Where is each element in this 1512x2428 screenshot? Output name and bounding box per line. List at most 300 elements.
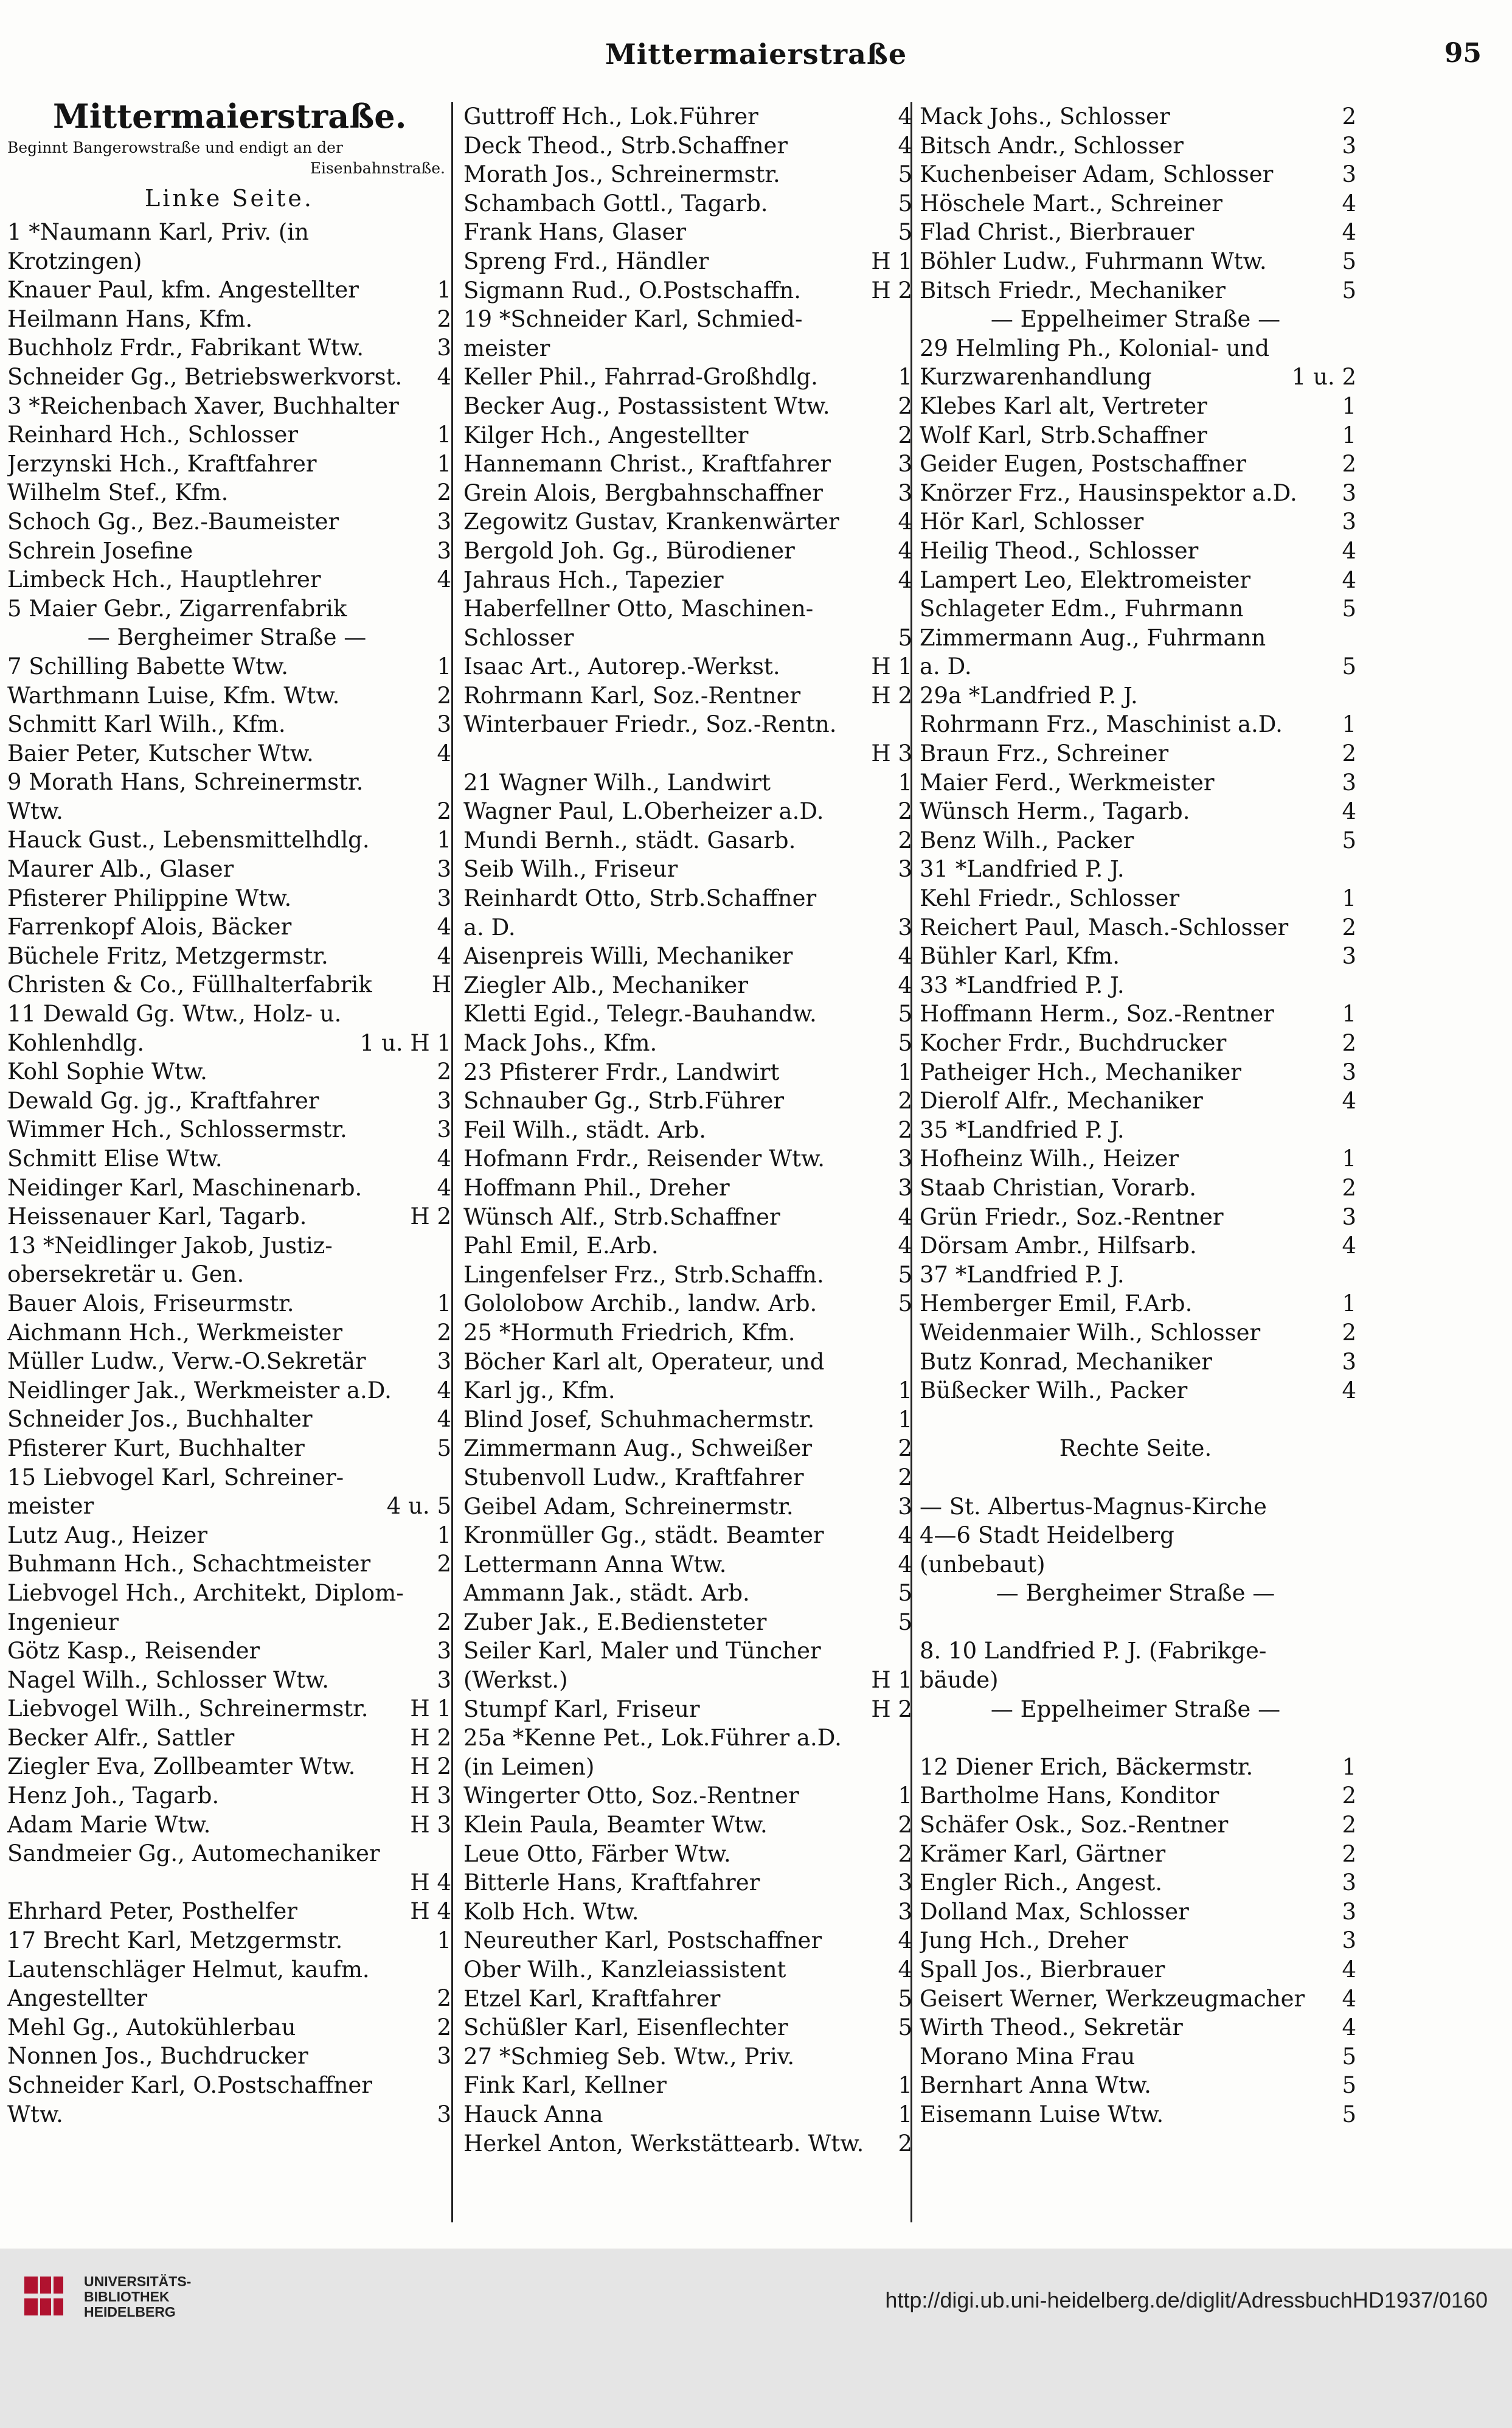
entry-floor: 3 xyxy=(1342,1927,1356,1954)
directory-entry xyxy=(7,1724,451,1753)
directory-entry xyxy=(7,1289,451,1318)
directory-entry xyxy=(920,1550,1356,1579)
directory-entry xyxy=(7,1347,451,1376)
directory-entry xyxy=(463,2042,912,2071)
directory-entry xyxy=(7,392,451,421)
entry-text: Staab Christian, Vorarb. xyxy=(920,1174,1197,1201)
directory-entry xyxy=(920,855,1356,884)
entry-text: Hofmann Frdr., Reisender Wtw. xyxy=(463,1146,825,1172)
directory-entry xyxy=(920,102,1356,131)
entry-text: Büßecker Wilh., Packer xyxy=(920,1377,1188,1404)
entry-floor: H 1 xyxy=(410,1696,451,1722)
entry-text: Limbeck Hch., Hauptlehrer xyxy=(7,566,321,593)
entry-text: Kolb Hch. Wtw. xyxy=(463,1898,639,1925)
entry-text: 23 Pfisterer Frdr., Landwirt xyxy=(463,1059,780,1085)
entry-text: Lautenschläger Helmut, kaufm. xyxy=(7,1956,370,1983)
entry-text: Pfisterer Kurt, Buchhalter xyxy=(7,1435,305,1461)
entry-floor: 2 xyxy=(437,1985,451,2012)
directory-entry xyxy=(920,1231,1356,1261)
entry-floor xyxy=(1351,855,1356,884)
entry-floor: 2 xyxy=(1342,1812,1356,1838)
directory-entry xyxy=(463,479,912,508)
entry-floor: 1 xyxy=(898,2101,912,2127)
directory-entry xyxy=(463,1811,912,1840)
entry-floor: 5 xyxy=(898,1030,912,1056)
entry-text: Zuber Jak., E.Bediensteter xyxy=(463,1609,767,1635)
entry-floor: 3 xyxy=(437,1666,451,1693)
entry-text: Liebvogel Hch., Architekt, Diplom- xyxy=(7,1579,404,1606)
entry-text: 4—6 Stadt Heidelberg xyxy=(920,1522,1174,1549)
entry-floor: 4 xyxy=(1342,219,1356,246)
entry-text: Kurzwarenhandlung xyxy=(920,364,1152,391)
entry-text: Mehl Gg., Autokühlerbau xyxy=(7,2014,296,2040)
entry-floor: 3 xyxy=(437,335,451,361)
entry-floor xyxy=(907,1637,912,1666)
entry-floor: 3 xyxy=(898,914,912,941)
entry-floor xyxy=(1351,1463,1356,1492)
entry-floor xyxy=(446,247,451,276)
directory-entry xyxy=(7,1057,451,1087)
directory-entry xyxy=(463,1637,912,1666)
entry-floor xyxy=(1351,334,1356,363)
entry-floor: 3 xyxy=(898,1146,912,1172)
directory-entry xyxy=(7,1666,451,1695)
entry-floor xyxy=(1351,681,1356,711)
entry-text: Wilhelm Stef., Kfm. xyxy=(7,479,229,506)
entry-text: Ziegler Eva, Zollbeamter Wtw. xyxy=(7,1753,356,1780)
directory-entry xyxy=(463,855,912,884)
directory-entry xyxy=(463,1144,912,1174)
entry-floor: H 3 xyxy=(410,1811,451,1838)
entry-text: Grün Friedr., Soz.-Rentner xyxy=(920,1203,1224,1230)
entry-text: Adam Marie Wtw. xyxy=(7,1811,211,1838)
directory-entry xyxy=(920,1261,1356,1290)
entry-floor: H 4 xyxy=(410,1898,451,1925)
directory-entry xyxy=(463,1695,912,1724)
page-number: 95 xyxy=(1444,38,1482,69)
directory-entry xyxy=(7,1868,451,1898)
directory-entry xyxy=(463,1318,912,1348)
entry-text: Frank Hans, Glaser xyxy=(463,219,687,246)
entry-floor: 5 xyxy=(1342,2043,1356,2070)
entry-text: 19 *Schneider Karl, Schmied- xyxy=(463,306,803,333)
entry-text: 7 Schilling Babette Wtw. xyxy=(7,653,288,680)
directory-entry xyxy=(463,1203,912,1232)
entry-text: Reichert Paul, Masch.-Schlosser xyxy=(920,914,1289,941)
entry-floor: 3 xyxy=(1342,1059,1356,1085)
entry-floor: 2 xyxy=(898,827,912,854)
directory-entry xyxy=(7,1000,451,1029)
entry-text: Grein Alois, Bergbahnschaffner xyxy=(463,479,823,506)
entry-floor: 3 xyxy=(437,1087,451,1114)
directory-entry xyxy=(7,2071,451,2100)
entry-list xyxy=(463,102,912,2158)
directory-entry xyxy=(920,1348,1356,1377)
entry-floor: 5 xyxy=(898,1001,912,1028)
directory-entry xyxy=(920,1405,1356,1435)
directory-entry xyxy=(463,507,912,537)
entry-floor: 4 xyxy=(898,943,912,970)
entry-floor: 1 xyxy=(1342,885,1356,912)
entry-text: Nonnen Jos., Buchdrucker xyxy=(7,2043,308,2070)
entry-floor: H 2 xyxy=(871,1696,912,1722)
entry-text: Ober Wilh., Kanzleiassistent xyxy=(463,1957,786,1983)
entry-floor: 4 xyxy=(437,1146,451,1172)
entry-floor: 5 xyxy=(1342,2072,1356,2099)
entry-floor: 4 xyxy=(898,1203,912,1230)
entry-text xyxy=(920,1724,1351,1753)
directory-entry xyxy=(7,797,451,826)
entry-floor: 2 xyxy=(1342,451,1356,478)
directory-entry xyxy=(463,1955,912,1984)
directory-entry xyxy=(7,2013,451,2042)
directory-entry xyxy=(920,1695,1356,1724)
entry-floor: 1 xyxy=(898,364,912,391)
entry-text: — St. Albertus-Magnus-Kirche xyxy=(920,1493,1267,1520)
entry-floor: 2 xyxy=(1342,1840,1356,1867)
entry-floor: 4 xyxy=(1342,566,1356,593)
entry-text: 31 *Landfried P. J. xyxy=(920,856,1125,883)
entry-floor: H 2 xyxy=(871,682,912,709)
entry-floor: H 2 xyxy=(410,1724,451,1751)
directory-entry xyxy=(463,913,912,942)
entry-text: 17 Brecht Karl, Metzgermstr. xyxy=(7,1927,343,1954)
directory-entry xyxy=(920,768,1356,798)
column-divider xyxy=(451,102,453,2222)
directory-entry xyxy=(463,1521,912,1550)
entry-floor: 4 xyxy=(437,914,451,941)
directory-entry xyxy=(920,450,1356,479)
directory-entry xyxy=(463,1000,912,1029)
entry-floor xyxy=(446,1955,451,1984)
entry-text: 35 *Landfried P. J. xyxy=(920,1116,1125,1143)
entry-text: Geibel Adam, Schreinermstr. xyxy=(463,1493,794,1520)
entry-text: Christen & Co., Füllhalterfabrik xyxy=(7,972,372,998)
directory-entry xyxy=(463,334,912,363)
footer-bar xyxy=(0,2249,1512,2428)
entry-floor: 2 xyxy=(437,1551,451,1578)
entry-text: Schäfer Osk., Soz.-Rentner xyxy=(920,1812,1229,1838)
entry-text: Neureuther Karl, Postschaffner xyxy=(463,1927,822,1954)
entry-floor: 4 xyxy=(1342,1957,1356,1983)
entry-text: Becker Alfr., Sattler xyxy=(7,1724,235,1751)
entry-floor xyxy=(1351,1637,1356,1666)
directory-entry xyxy=(920,392,1356,421)
column-right xyxy=(920,102,1356,2129)
directory-entry xyxy=(7,276,451,305)
library-name-line: HEIDELBERG xyxy=(84,2304,176,2320)
directory-entry xyxy=(463,681,912,711)
entry-text: Lampert Leo, Elektromeister xyxy=(920,566,1251,593)
entry-floor: 2 xyxy=(1342,103,1356,130)
entry-floor: 2 xyxy=(437,305,451,332)
entry-text: Schüßler Karl, Eisenflechter xyxy=(463,2014,788,2041)
entry-text: Geider Eugen, Postschaffner xyxy=(920,451,1246,478)
entry-floor: H xyxy=(431,972,451,998)
entry-floor xyxy=(1351,1492,1356,1522)
directory-entry xyxy=(463,450,912,479)
entry-text: Geisert Werner, Werkzeugmacher xyxy=(920,1985,1305,2012)
entry-floor: 1 xyxy=(898,1406,912,1433)
entry-floor: 3 xyxy=(437,537,451,564)
directory-entry xyxy=(920,1724,1356,1753)
entry-text: Reinhard Hch., Schlosser xyxy=(7,422,299,448)
directory-entry xyxy=(463,1116,912,1145)
entry-text: Höschele Mart., Schreiner xyxy=(920,190,1222,217)
entry-floor: 2 xyxy=(437,1609,451,1635)
entry-text: a. D. xyxy=(920,653,972,680)
entry-text: Dierolf Alfr., Mechaniker xyxy=(920,1088,1203,1115)
entry-floor: 5 xyxy=(1342,2101,1356,2127)
directory-entry xyxy=(920,1868,1356,1898)
entry-text: Schneider Karl, O.Postschaffner xyxy=(7,2072,372,2098)
entry-text: 1 *Naumann Karl, Priv. (in xyxy=(7,219,309,245)
directory-entry xyxy=(920,363,1356,392)
directory-entry xyxy=(7,1492,451,1521)
entry-text: Aisenpreis Willi, Mechaniker xyxy=(463,943,793,970)
directory-entry xyxy=(920,421,1356,450)
directory-entry xyxy=(7,1376,451,1405)
entry-floor xyxy=(1351,1116,1356,1145)
directory-entry xyxy=(920,218,1356,247)
directory-entry xyxy=(7,1984,451,2013)
directory-entry xyxy=(7,450,451,479)
directory-entry xyxy=(7,1608,451,1637)
university-library-logo-icon xyxy=(21,2273,67,2319)
directory-entry xyxy=(920,1781,1356,1811)
entry-text: Haberfellner Otto, Maschinen- xyxy=(463,596,814,622)
entry-text: Schneider Gg., Betriebswerkvorst. xyxy=(7,363,403,390)
entry-floor: 5 xyxy=(1342,653,1356,680)
entry-floor: H 1 xyxy=(871,248,912,274)
entry-floor: 5 xyxy=(1342,277,1356,304)
directory-entry xyxy=(463,1492,912,1522)
entry-floor: 2 xyxy=(1342,1174,1356,1201)
directory-entry xyxy=(920,276,1356,305)
directory-entry xyxy=(7,1029,451,1058)
entry-floor: 1 xyxy=(437,277,451,304)
entry-floor xyxy=(1351,1261,1356,1290)
entry-floor: 3 xyxy=(1342,509,1356,535)
entry-floor: 4 xyxy=(898,1522,912,1549)
running-title: Mittermaierstraße xyxy=(605,38,907,71)
entry-floor xyxy=(1351,1521,1356,1550)
directory-entry xyxy=(463,2129,912,2158)
entry-text: Sigmann Rud., O.Postschaffn. xyxy=(463,277,802,304)
entry-text: Buhmann Hch., Schachtmeister xyxy=(7,1551,371,1578)
directory-entry xyxy=(7,855,451,884)
entry-floor: 2 xyxy=(1342,1030,1356,1056)
entry-text: Wirth Theod., Sekretär xyxy=(920,2014,1183,2041)
entry-floor: 2 xyxy=(437,1059,451,1085)
entry-floor: 1 u. H 1 xyxy=(359,1029,451,1056)
entry-floor xyxy=(1351,971,1356,1000)
entry-floor: 3 xyxy=(1342,132,1356,159)
entry-floor: 1 xyxy=(1342,1290,1356,1317)
entry-text: Schlageter Edm., Fuhrmann xyxy=(920,596,1244,622)
directory-entry xyxy=(463,1898,912,1927)
entry-floor: H 4 xyxy=(410,1869,451,1896)
entry-floor: 5 xyxy=(1342,827,1356,854)
directory-entry xyxy=(463,710,912,739)
entry-floor: 2 xyxy=(898,1116,912,1143)
entry-text: Dolland Max, Schlosser xyxy=(920,1898,1189,1925)
library-name-line: UNIVERSITÄTS- xyxy=(84,2273,192,2289)
directory-entry xyxy=(463,1087,912,1116)
entry-text: Böcher Karl alt, Operateur, und xyxy=(463,1348,825,1375)
directory-entry xyxy=(463,1550,912,1579)
entry-floor: 5 xyxy=(898,219,912,246)
directory-entry xyxy=(463,363,912,392)
directory-entry xyxy=(920,305,1356,334)
entry-text: a. D. xyxy=(463,914,516,941)
directory-entry xyxy=(7,1174,451,1203)
directory-entry xyxy=(463,1348,912,1377)
entry-floor: 3 xyxy=(1342,1348,1356,1375)
entry-floor: 5 xyxy=(898,190,912,217)
directory-entry xyxy=(463,566,912,595)
directory-entry xyxy=(463,276,912,305)
directory-entry xyxy=(920,1087,1356,1116)
street-subtitle: Eisenbahnstraße. xyxy=(310,159,445,177)
entry-floor xyxy=(366,623,371,652)
entry-text: Pfisterer Philippine Wtw. xyxy=(7,885,292,911)
entry-floor: 4 xyxy=(437,566,451,593)
directory-entry xyxy=(920,1811,1356,1840)
directory-entry xyxy=(920,942,1356,971)
entry-floor xyxy=(1351,1550,1356,1579)
street-subtitle: Beginnt Bangerowstraße und endigt an der xyxy=(7,139,343,156)
entry-text: Deck Theod., Strb.Schaffner xyxy=(463,132,788,159)
directory-entry xyxy=(463,1463,912,1492)
entry-floor: 2 xyxy=(1342,740,1356,767)
entry-floor: 5 xyxy=(1342,248,1356,274)
entry-text: Etzel Karl, Kraftfahrer xyxy=(463,1985,721,2012)
entry-floor: 1 xyxy=(898,2072,912,2099)
entry-text: — Bergheimer Straße — xyxy=(996,1580,1275,1607)
directory-entry xyxy=(7,537,451,566)
directory-entry xyxy=(920,1666,1356,1695)
entry-floor: 5 xyxy=(1342,596,1356,622)
directory-entry xyxy=(463,739,912,768)
entry-text: Neidinger Karl, Maschinenarb. xyxy=(7,1174,362,1201)
directory-entry xyxy=(7,1231,451,1261)
directory-entry xyxy=(7,710,451,739)
directory-entry xyxy=(920,1521,1356,1550)
entry-text: Wagner Paul, L.Oberheizer a.D. xyxy=(463,798,824,825)
entry-floor: 2 xyxy=(1342,1319,1356,1346)
entry-text: Maier Ferd., Werkmeister xyxy=(920,769,1215,796)
entry-text xyxy=(920,1463,1351,1492)
entry-floor: 4 xyxy=(898,1551,912,1578)
directory-entry xyxy=(463,1289,912,1318)
directory-entry xyxy=(463,1174,912,1203)
entry-text: Hofheinz Wilh., Heizer xyxy=(920,1146,1179,1172)
entry-floor: 2 xyxy=(898,2130,912,2157)
entry-text: meister xyxy=(7,1493,94,1520)
directory-entry xyxy=(463,797,912,826)
entry-text: Seiler Karl, Maler und Tüncher xyxy=(463,1638,821,1664)
directory-entry xyxy=(7,623,451,652)
entry-floor: 3 xyxy=(437,1116,451,1143)
entry-text: Mack Johs., Schlosser xyxy=(920,103,1170,130)
entry-text: — Bergheimer Straße — xyxy=(87,624,367,651)
directory-entry xyxy=(463,2071,912,2100)
entry-text: Isaac Art., Autorep.-Werkst. xyxy=(463,653,780,680)
directory-entry xyxy=(920,566,1356,595)
entry-floor: 1 xyxy=(437,653,451,680)
entry-text: Spreng Frd., Händler xyxy=(463,248,709,274)
entry-text: Zimmermann Aug., Schweißer xyxy=(463,1435,812,1462)
entry-text: 29 Helmling Ph., Kolonial- und xyxy=(920,335,1270,361)
entry-floor: 2 xyxy=(898,1435,912,1462)
entry-text: Weidenmaier Wilh., Schlosser xyxy=(920,1319,1261,1346)
entry-floor: 1 xyxy=(1342,711,1356,738)
entry-floor: 2 xyxy=(898,798,912,825)
entry-floor xyxy=(907,334,912,363)
directory-entry xyxy=(920,1376,1356,1405)
directory-entry xyxy=(463,1666,912,1695)
directory-entry xyxy=(7,1550,451,1579)
entry-floor xyxy=(907,2042,912,2071)
entry-floor: 4 xyxy=(898,1957,912,1983)
entry-text: Henz Joh., Tagarb. xyxy=(7,1783,220,1809)
entry-text: Hör Karl, Schlosser xyxy=(920,509,1144,535)
entry-text: Müller Ludw., Verw.-O.Sekretär xyxy=(7,1348,366,1375)
directory-entry xyxy=(463,1984,912,2014)
entry-floor: 2 xyxy=(898,422,912,448)
entry-text: Bergold Joh. Gg., Bürodiener xyxy=(463,537,795,564)
entry-floor: 3 xyxy=(437,1638,451,1664)
directory-entry xyxy=(463,594,912,624)
entry-floor: 2 xyxy=(1342,1783,1356,1809)
entry-floor xyxy=(446,1579,451,1608)
directory-entry xyxy=(7,1463,451,1492)
entry-floor xyxy=(446,1463,451,1492)
directory-entry xyxy=(7,913,451,942)
directory-entry xyxy=(920,681,1356,711)
entry-floor: 1 xyxy=(898,769,912,796)
entry-text: 15 Liebvogel Karl, Schreiner- xyxy=(7,1464,344,1491)
source-url[interactable]: http://digi.ub.uni-heidelberg.de/diglit/AdressbuchHD1937/0160 xyxy=(885,2287,1488,2312)
entry-text: Maurer Alb., Glaser xyxy=(7,856,234,883)
directory-entry xyxy=(463,624,912,653)
directory-entry xyxy=(463,421,912,450)
entry-floor: 3 xyxy=(437,711,451,738)
entry-floor xyxy=(1351,624,1356,653)
entry-text: Rohrmann Karl, Soz.-Rentner xyxy=(463,682,801,709)
directory-entry xyxy=(920,1898,1356,1927)
entry-text: — Eppelheimer Straße — xyxy=(990,1696,1281,1722)
entry-text: Ziegler Alb., Mechaniker xyxy=(463,972,748,998)
entry-floor: 3 xyxy=(898,451,912,478)
entry-text: Wünsch Alf., Strb.Schaffner xyxy=(463,1203,780,1230)
entry-text: Guttroff Hch., Lok.Führer xyxy=(463,103,758,130)
column-left xyxy=(7,97,451,2129)
directory-entry xyxy=(920,1318,1356,1348)
entry-floor: 3 xyxy=(437,885,451,911)
directory-entry xyxy=(920,1840,1356,1869)
entry-floor xyxy=(446,768,451,797)
entry-text: Jahraus Hch., Tapezier xyxy=(463,566,724,593)
entry-floor: 3 xyxy=(898,856,912,883)
entry-text: Götz Kasp., Reisender xyxy=(7,1638,260,1664)
entry-text: Hoffmann Herm., Soz.-Rentner xyxy=(920,1001,1274,1028)
entry-text: Benz Wilh., Packer xyxy=(920,827,1134,854)
entry-text: Blind Josef, Schuhmachermstr. xyxy=(463,1406,815,1433)
directory-entry xyxy=(920,1984,1356,2014)
directory-entry xyxy=(463,392,912,421)
